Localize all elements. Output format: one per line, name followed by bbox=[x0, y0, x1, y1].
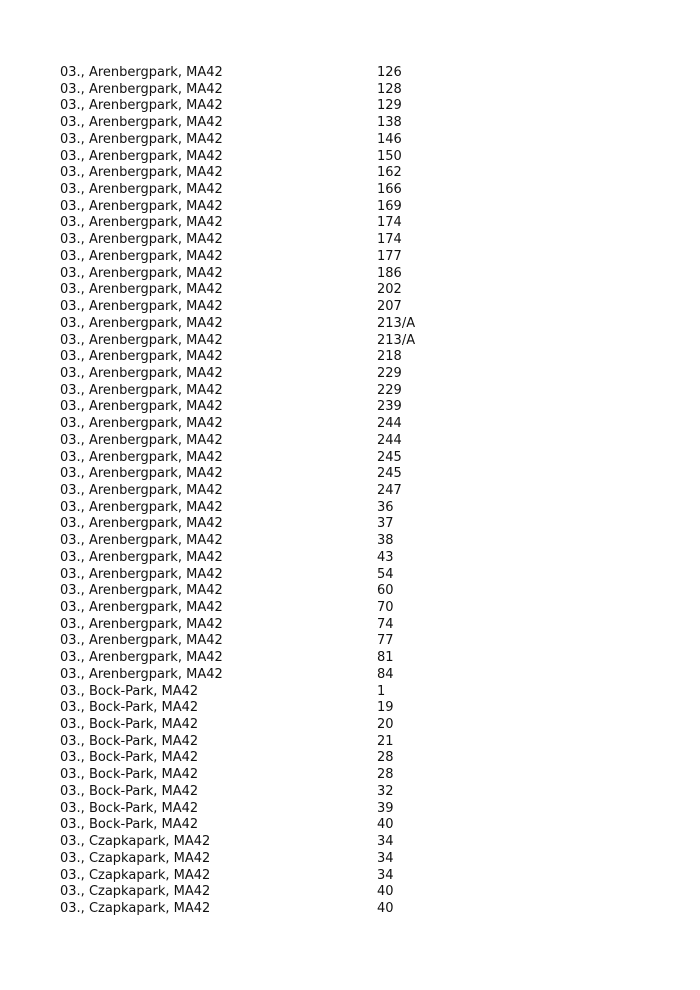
list-row bbox=[60, 567, 660, 584]
location-text: 03., Arenbergpark, MA42 bbox=[60, 399, 223, 415]
list-row bbox=[60, 199, 660, 216]
number-text: 21 bbox=[377, 733, 394, 749]
list-row bbox=[60, 232, 660, 249]
number-text: 39 bbox=[377, 800, 394, 816]
list-row bbox=[60, 249, 660, 266]
number-text: 1 bbox=[377, 683, 386, 699]
number-text: 128 bbox=[377, 81, 402, 97]
list-row bbox=[60, 299, 660, 316]
location-text: 03., Arenbergpark, MA42 bbox=[60, 432, 223, 448]
list-row bbox=[60, 600, 660, 617]
location-text: 03., Arenbergpark, MA42 bbox=[60, 148, 223, 164]
number-text: 38 bbox=[377, 533, 394, 549]
list-row bbox=[60, 115, 660, 132]
list-row bbox=[60, 550, 660, 567]
list-row bbox=[60, 450, 660, 467]
number-text: 40 bbox=[377, 900, 394, 916]
location-text: 03., Arenbergpark, MA42 bbox=[60, 265, 223, 281]
location-text: 03., Arenbergpark, MA42 bbox=[60, 198, 223, 214]
list-row bbox=[60, 416, 660, 433]
number-text: 40 bbox=[377, 817, 394, 833]
location-text: 03., Bock-Park, MA42 bbox=[60, 750, 199, 766]
number-text: 177 bbox=[377, 248, 402, 264]
number-text: 129 bbox=[377, 98, 402, 114]
number-text: 54 bbox=[377, 566, 394, 582]
list-row bbox=[60, 132, 660, 149]
location-text: 03., Arenbergpark, MA42 bbox=[60, 131, 223, 147]
list-row bbox=[60, 98, 660, 115]
number-text: 162 bbox=[377, 165, 402, 181]
location-text: 03., Arenbergpark, MA42 bbox=[60, 449, 223, 465]
location-text: 03., Czapkapark, MA42 bbox=[60, 850, 211, 866]
number-text: 34 bbox=[377, 850, 394, 866]
list-row bbox=[60, 149, 660, 166]
number-text: 43 bbox=[377, 549, 394, 565]
list-row bbox=[60, 333, 660, 350]
number-text: 229 bbox=[377, 365, 402, 381]
number-text: 20 bbox=[377, 717, 394, 733]
number-text: 84 bbox=[377, 666, 394, 682]
location-text: 03., Arenbergpark, MA42 bbox=[60, 600, 223, 615]
list-row bbox=[60, 750, 660, 767]
list-row bbox=[60, 182, 660, 199]
number-text: 77 bbox=[377, 633, 394, 649]
location-text: 03., Bock-Park, MA42 bbox=[60, 717, 199, 733]
location-text: 03., Bock-Park, MA42 bbox=[60, 733, 199, 749]
location-text: 03., Arenbergpark, MA42 bbox=[60, 616, 223, 632]
number-text: 244 bbox=[377, 432, 402, 448]
list-row bbox=[60, 349, 660, 366]
location-text: 03., Czapkapark, MA42 bbox=[60, 884, 211, 900]
list-row bbox=[60, 583, 660, 600]
list-row bbox=[60, 784, 660, 801]
list-row bbox=[60, 884, 660, 901]
list-row bbox=[60, 399, 660, 416]
location-text: 03., Arenbergpark, MA42 bbox=[60, 633, 223, 649]
number-text: 138 bbox=[377, 115, 402, 131]
number-text: 74 bbox=[377, 616, 394, 632]
list-row bbox=[60, 316, 660, 333]
number-text: 245 bbox=[377, 449, 402, 465]
number-text: 244 bbox=[377, 416, 402, 432]
location-text: 03., Arenbergpark, MA42 bbox=[60, 65, 223, 80]
number-text: 36 bbox=[377, 499, 394, 515]
list-row bbox=[60, 516, 660, 533]
location-text: 03., Arenbergpark, MA42 bbox=[60, 349, 223, 365]
list-row bbox=[60, 500, 660, 517]
location-text: 03., Czapkapark, MA42 bbox=[60, 900, 211, 916]
number-text: 34 bbox=[377, 867, 394, 883]
location-text: 03., Arenbergpark, MA42 bbox=[60, 315, 223, 331]
list-row bbox=[60, 834, 660, 851]
number-text: 146 bbox=[377, 131, 402, 147]
number-text: 174 bbox=[377, 215, 402, 231]
location-text: 03., Arenbergpark, MA42 bbox=[60, 516, 223, 532]
number-text: 40 bbox=[377, 884, 394, 900]
location-text: 03., Arenbergpark, MA42 bbox=[60, 182, 223, 198]
number-text: 19 bbox=[377, 700, 394, 716]
location-text: 03., Arenbergpark, MA42 bbox=[60, 115, 223, 131]
number-text: 28 bbox=[377, 767, 394, 783]
list-row bbox=[60, 851, 660, 868]
location-text: 03., Arenbergpark, MA42 bbox=[60, 650, 223, 666]
location-text: 03., Arenbergpark, MA42 bbox=[60, 365, 223, 381]
list-row bbox=[60, 165, 660, 182]
list-row bbox=[60, 901, 660, 918]
number-text: 126 bbox=[377, 65, 402, 80]
list-row bbox=[60, 868, 660, 885]
number-text: 218 bbox=[377, 349, 402, 365]
list-row bbox=[60, 700, 660, 717]
number-text: 169 bbox=[377, 198, 402, 214]
list-row bbox=[60, 483, 660, 500]
list-row bbox=[60, 801, 660, 818]
location-text: 03., Arenbergpark, MA42 bbox=[60, 332, 223, 348]
number-text: 37 bbox=[377, 516, 394, 532]
location-text: 03., Bock-Park, MA42 bbox=[60, 683, 199, 699]
location-text: 03., Arenbergpark, MA42 bbox=[60, 98, 223, 114]
number-text: 247 bbox=[377, 482, 402, 498]
location-text: 03., Arenbergpark, MA42 bbox=[60, 282, 223, 298]
location-text: 03., Arenbergpark, MA42 bbox=[60, 466, 223, 482]
location-text: 03., Czapkapark, MA42 bbox=[60, 834, 211, 850]
location-text: 03., Arenbergpark, MA42 bbox=[60, 499, 223, 515]
number-text: 60 bbox=[377, 583, 394, 599]
location-text: 03., Bock-Park, MA42 bbox=[60, 700, 199, 716]
location-text: 03., Arenbergpark, MA42 bbox=[60, 666, 223, 682]
location-text: 03., Czapkapark, MA42 bbox=[60, 867, 211, 883]
list-row bbox=[60, 433, 660, 450]
location-text: 03., Arenbergpark, MA42 bbox=[60, 165, 223, 181]
number-text: 32 bbox=[377, 783, 394, 799]
list-row bbox=[60, 817, 660, 834]
number-text: 34 bbox=[377, 834, 394, 850]
location-text: 03., Arenbergpark, MA42 bbox=[60, 215, 223, 231]
document-list bbox=[60, 65, 660, 918]
list-row bbox=[60, 717, 660, 734]
number-text: 202 bbox=[377, 282, 402, 298]
location-text: 03., Arenbergpark, MA42 bbox=[60, 248, 223, 264]
number-text: 28 bbox=[377, 750, 394, 766]
location-text: 03., Bock-Park, MA42 bbox=[60, 783, 199, 799]
list-row bbox=[60, 633, 660, 650]
location-text: 03., Bock-Park, MA42 bbox=[60, 817, 199, 833]
location-text: 03., Bock-Park, MA42 bbox=[60, 800, 199, 816]
location-text: 03., Arenbergpark, MA42 bbox=[60, 382, 223, 398]
location-text: 03., Arenbergpark, MA42 bbox=[60, 416, 223, 432]
list-row bbox=[60, 667, 660, 684]
number-text: 174 bbox=[377, 232, 402, 248]
number-text: 186 bbox=[377, 265, 402, 281]
list-row bbox=[60, 215, 660, 232]
number-text: 81 bbox=[377, 650, 394, 666]
location-text: 03., Arenbergpark, MA42 bbox=[60, 232, 223, 248]
list-row bbox=[60, 767, 660, 784]
number-text: 150 bbox=[377, 148, 402, 164]
list-row bbox=[60, 266, 660, 283]
location-text: 03., Arenbergpark, MA42 bbox=[60, 583, 223, 599]
number-text: 229 bbox=[377, 382, 402, 398]
location-text: 03., Bock-Park, MA42 bbox=[60, 767, 199, 783]
location-text: 03., Arenbergpark, MA42 bbox=[60, 566, 223, 582]
number-text: 70 bbox=[377, 600, 394, 615]
location-text: 03., Arenbergpark, MA42 bbox=[60, 299, 223, 315]
list-row bbox=[60, 684, 660, 701]
list-row bbox=[60, 650, 660, 667]
location-text: 03., Arenbergpark, MA42 bbox=[60, 81, 223, 97]
number-text: 207 bbox=[377, 299, 402, 315]
location-text: 03., Arenbergpark, MA42 bbox=[60, 482, 223, 498]
list-row bbox=[60, 383, 660, 400]
number-text: 166 bbox=[377, 182, 402, 198]
number-text: 239 bbox=[377, 399, 402, 415]
list-row bbox=[60, 734, 660, 751]
number-text: 213/A bbox=[377, 332, 416, 348]
location-text: 03., Arenbergpark, MA42 bbox=[60, 533, 223, 549]
list-row bbox=[60, 82, 660, 99]
list-row bbox=[60, 282, 660, 299]
list-row bbox=[60, 617, 660, 634]
list-row bbox=[60, 65, 660, 82]
list-row bbox=[60, 533, 660, 550]
number-text: 245 bbox=[377, 466, 402, 482]
number-text: 213/A bbox=[377, 315, 416, 331]
list-row bbox=[60, 366, 660, 383]
location-text: 03., Arenbergpark, MA42 bbox=[60, 549, 223, 565]
list-row bbox=[60, 466, 660, 483]
